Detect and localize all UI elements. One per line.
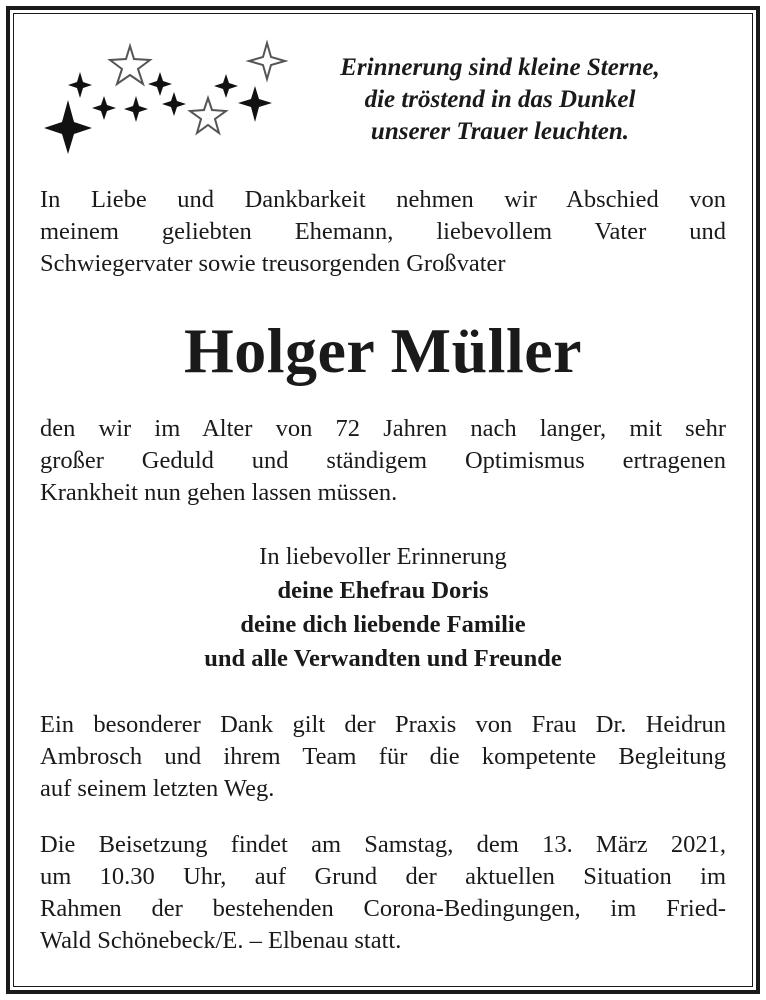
signature-line: und alle Verwandten und Freunde	[204, 645, 562, 672]
thanks-paragraph	[40, 709, 726, 805]
signature-line: deine dich liebende Familie	[240, 611, 526, 638]
motto-line: Erinnerung sind kleine Sterne,	[340, 54, 660, 81]
star-icon	[68, 72, 92, 98]
stars-illustration	[40, 38, 295, 160]
thanks-line: auf seinem letzten Weg.	[40, 775, 275, 802]
funeral-line: um 10.30 Uhr, auf Grund der aktuellen Situation im	[40, 863, 726, 890]
outline-star-icon	[110, 46, 150, 84]
motto-line: die tröstend in das Dunkel	[364, 86, 636, 113]
signature-intro: In liebevoller Erinnerung	[259, 543, 507, 570]
outline-star-icon	[249, 43, 285, 79]
star-icon	[148, 72, 172, 96]
funeral-line: Rahmen der bestehenden Corona-Bedingungen, im Fried-	[40, 895, 726, 922]
deceased-name: Holger Müller	[183, 315, 583, 386]
star-icon	[162, 92, 186, 116]
details-line: Krankheit nun gehen lassen müssen.	[40, 479, 398, 506]
signature-line: deine Ehefrau Doris	[277, 577, 489, 604]
thanks-line: Ambrosch und ihrem Team für die kompetente Begleitung	[40, 743, 726, 770]
star-icon	[44, 100, 92, 154]
intro-line: Schwiegervater sowie treusorgenden Großvater	[40, 250, 506, 277]
star-icon	[238, 86, 272, 122]
thanks-line: Ein besonderer Dank gilt der Praxis von Frau Dr. Heidrun	[40, 711, 726, 738]
details-line: den wir im Alter von 72 Jahren nach langer, mit sehr	[40, 415, 726, 442]
outline-star-icon	[190, 98, 226, 133]
details-paragraph	[40, 413, 726, 509]
intro-line: In Liebe und Dankbarkeit nehmen wir Abschied von	[40, 186, 726, 213]
intro-paragraph	[40, 184, 726, 280]
star-icon	[92, 96, 116, 120]
funeral-line: Die Beisetzung findet am Samstag, dem 13. März 2021,	[40, 831, 726, 858]
motto-line: unserer Trauer leuchten.	[370, 118, 630, 145]
motto-quote	[300, 52, 700, 148]
details-line: großer Geduld und ständigem Optimismus ertragenen	[40, 447, 726, 474]
star-icon	[124, 96, 148, 122]
funeral-paragraph	[40, 829, 726, 957]
funeral-line: Wald Schönebeck/E. – Elbenau statt.	[40, 927, 402, 954]
intro-line: meinem geliebten Ehemann, liebevollem Vater und	[40, 218, 726, 245]
star-icon	[214, 74, 238, 98]
signature-block	[40, 540, 726, 676]
